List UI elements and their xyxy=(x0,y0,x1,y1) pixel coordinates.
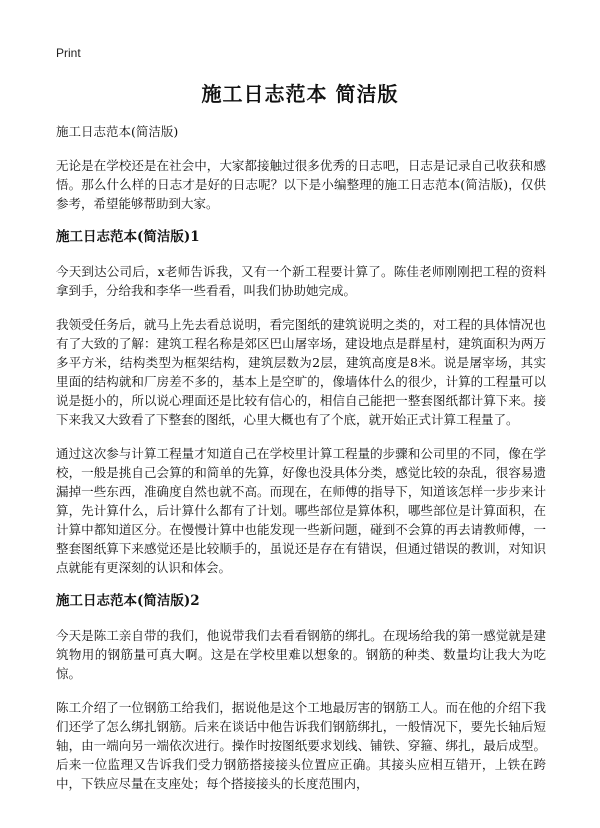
document-content xyxy=(56,122,546,808)
print-link[interactable]: Print xyxy=(56,46,81,60)
document-subtitle: 施工日志范本(简洁版) xyxy=(56,124,179,139)
section-1-paragraph-1: 今天到达公司后，x老师告诉我，又有一个新工程要计算了。陈佳老师刚刚把工程的资料拿到手，分给我和李华一些看看，叫我们协助她完成。 xyxy=(56,264,546,298)
section-1-paragraph-2: 我领受任务后，就马上先去看总说明，看完图纸的建筑说明之类的，对工程的具体情况也有了大致的了解：建筑工程名称是郊区巴山屠宰场，建设地点是群星村，建筑面积为两万多平方米，结构类型为框架结构，建筑层数为2层，建筑高度是8米。说是屠宰场，其实里面的结构就和厂房差不多的，基本上是空旷的，像墙体什么的很少，计算的工程量可以说是挺小的，所以说心理面还是比较有信心的，相信自己能把一整套图纸都计算下来。接下来我又大致看了下整套的图纸，心里大概也有了个底，就开始正式计算工程量了。 xyxy=(56,317,546,427)
document-title: 施工日志范本 简洁版 xyxy=(201,82,399,106)
section-heading-2: 施工日志范本(简洁版)2 xyxy=(56,593,200,609)
section-1-paragraph-3: 通过这次参与计算工程量才知道自己在学校里计算工程量的步骤和公司里的不同，像在学校，一般是挑自己会算的和简单的先算，好像也没具体分类，感觉比较的杂乱，很容易遗漏掉一些东西，准确度自然也就不高。而现在，在师傅的指导下，知道该怎样一步步来计算，先计算什么，后计算什么都有了计划。哪些部位是算体积，哪些部位是计算面积，在计算中都知道区分。在慢慢计算中也能发现一些新问题，碰到不会算的再去请教师傅，一整套图纸算下来感觉还是比较顺手的，虽说还是存在有错误，但通过错误的教训，对知识点就能有更深刻的认识和体会。 xyxy=(56,446,546,575)
section-2-paragraph-1: 今天是陈工亲自带的我们，他说带我们去看看钢筋的绑扎。在现场给我的第一感觉就是建筑物用的钢筋量可真大啊。这是在学校里难以想象的。钢筋的种类、数量均让我大为吃惊。 xyxy=(56,628,546,681)
section-heading-1: 施工日志范本(简洁版)1 xyxy=(56,229,200,245)
intro-paragraph: 无论是在学校还是在社会中，大家都接触过很多优秀的日志吧，日志是记录自己收获和感悟。那么什么样的日志才是好的日志呢？以下是小编整理的施工日志范本(简洁版)，仅供参考，希望能够帮助到大家。 xyxy=(56,158,546,211)
section-2-paragraph-2: 陈工介绍了一位钢筋工给我们，据说他是这个工地最厉害的钢筋工人。而在他的介绍下我们还学了怎么绑扎钢筋。后来在谈话中他告诉我们钢筋绑扎，一般情况下，要先长轴后短轴，由一端向另一端依次进行。操作时按图纸要求划线、铺铁、穿箍、绑扎，最后成型。后来一位监理又告诉我们受力钢筋搭接接头位置应正确。其接头应相互错开，上铁在跨中，下铁应尽量在支座处；每个搭接接头的长度范围内， xyxy=(56,700,546,791)
